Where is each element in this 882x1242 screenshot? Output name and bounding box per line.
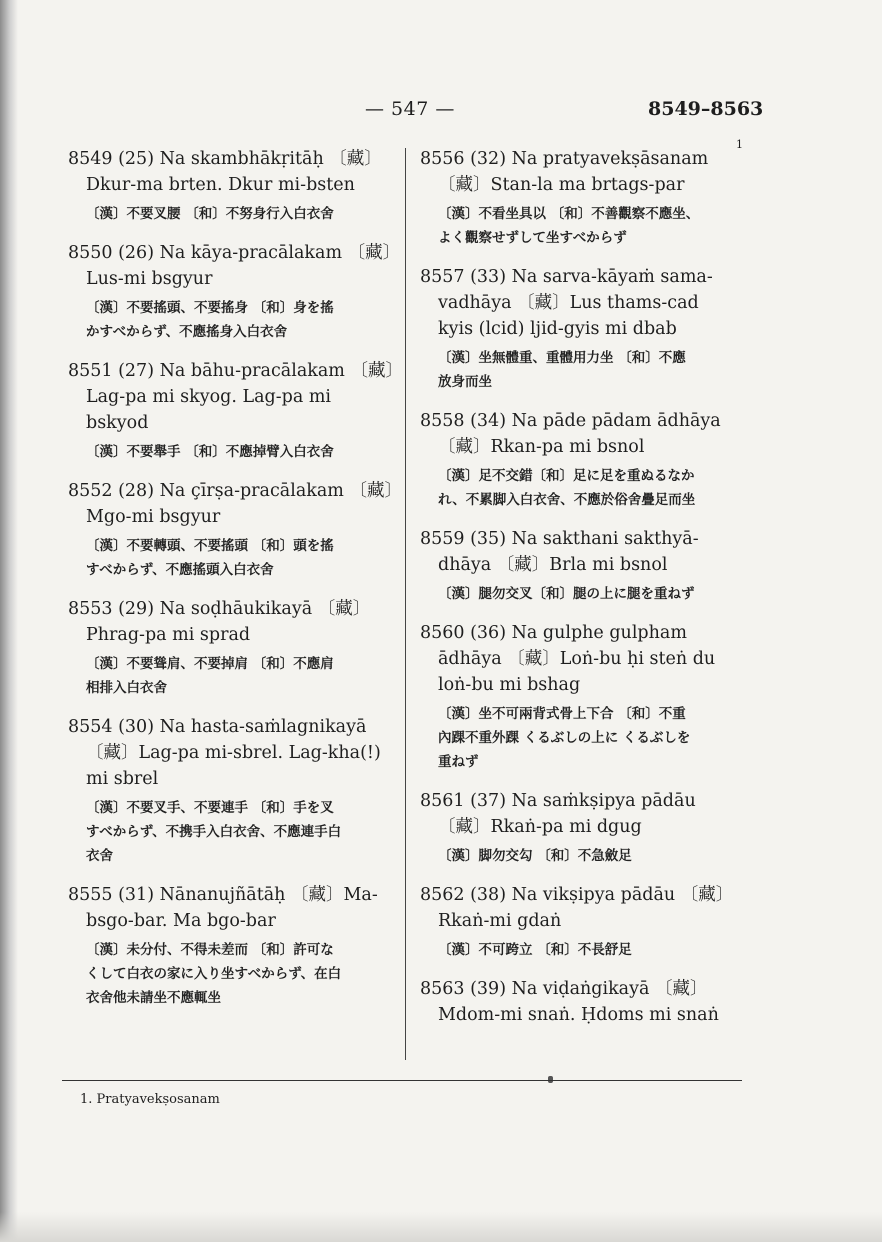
entry-headline: 8559 (35) Na sakthani sakthyā-	[420, 529, 699, 549]
dictionary-entry	[68, 240, 401, 344]
entry-tibetan-line: Lus-mi bsgyur	[86, 269, 213, 289]
entry-headline: 8562 (38) Na vikṣipya pādāu 〔藏〕	[420, 885, 734, 905]
dictionary-entry	[68, 478, 402, 582]
dictionary-entry	[420, 146, 746, 250]
entry-tibetan-line: Rkaṅ-mi gdaṅ	[438, 911, 562, 931]
entry-tibetan-line: ādhāya 〔藏〕Loṅ-bu ḥi steṅ du	[438, 649, 716, 669]
entry-gloss-line: 內踝不重外踝 くるぶしの上に くるぶしを	[438, 730, 691, 746]
entry-gloss-line: 〔漢〕腿勿交叉〔和〕腿の上に腿を重ねず	[438, 586, 695, 602]
entry-tibetan-line: 〔藏〕Rkaṅ-pa mi dgug	[438, 817, 642, 837]
entry-tibetan-line: 〔藏〕Stan-la ma brtags-par	[438, 175, 685, 195]
entry-gloss-line: 〔漢〕不要搖頭、不要搖身 〔和〕身を搖	[86, 300, 334, 316]
entry-tibetan-line: vadhāya 〔藏〕Lus thams-cad	[438, 293, 699, 313]
dictionary-entry	[68, 596, 394, 700]
dictionary-entry	[420, 408, 746, 512]
dictionary-entry	[420, 526, 746, 606]
entry-gloss-line: 衣舍他未請坐不應輒坐	[86, 990, 221, 1006]
entry-gloss-line: よく觀察せずして坐すべからず	[438, 230, 627, 246]
page-edge-shadow	[0, 0, 18, 1242]
entry-tibetan-line: 〔藏〕Rkan-pa mi bsnol	[438, 437, 645, 457]
page-number: — 547 —	[365, 98, 455, 120]
entry-tibetan-line: bskyod	[86, 413, 149, 433]
entry-gloss-line: 〔漢〕坐無體重、重體用力坐 〔和〕不應	[438, 350, 686, 366]
entry-gloss-line: 〔漢〕不要舉手 〔和〕不應掉臂入白衣舍	[86, 444, 334, 460]
entry-gloss-line: れ、不累脚入白衣舍、不應於俗舍疊足而坐	[438, 492, 696, 508]
entry-gloss-line: 〔漢〕坐不可兩背式骨上下合 〔和〕不重	[438, 706, 686, 722]
dictionary-entry	[420, 882, 746, 962]
entry-tibetan-line: 〔藏〕Lag-pa mi-sbrel. Lag-kha(!)	[86, 743, 381, 763]
entry-headline: 8556 (32) Na pratyavekṣāsanam	[420, 149, 709, 169]
footnote-rule	[62, 1080, 742, 1081]
entry-gloss-line: 〔漢〕未分付、不得未差而 〔和〕許可な	[86, 942, 334, 958]
dictionary-entry	[68, 146, 394, 226]
entry-gloss-line: すべからず、不應搖頭入白衣舍	[86, 562, 274, 578]
page-bottom-shadow	[0, 1212, 882, 1242]
entry-gloss-line: 〔漢〕不看坐具以 〔和〕不善觀察不應坐、	[438, 206, 700, 222]
entry-headline: 8552 (28) Na çīrṣa-pracālakam 〔藏〕	[68, 481, 402, 501]
entry-gloss-line: 〔漢〕脚勿交勾 〔和〕不急斂足	[438, 848, 632, 864]
entry-gloss-line: 〔漢〕不要轉頭、不要搖頭 〔和〕頭を搖	[86, 538, 334, 554]
footnote-marker: 1	[736, 138, 743, 151]
entry-headline: 8551 (27) Na bāhu-pracālakam 〔藏〕	[68, 361, 403, 381]
dictionary-entry	[420, 788, 746, 868]
entry-headline: 8553 (29) Na soḍhāukikayā 〔藏〕	[68, 599, 371, 619]
dictionary-entry	[420, 976, 746, 1028]
entry-tibetan-line: kyis (lcid) ljid-gyis mi dbab	[438, 319, 677, 339]
entry-headline: 8560 (36) Na gulphe gulpham	[420, 623, 687, 643]
entry-gloss-line: 重ねず	[438, 754, 479, 770]
footnote: 1. Pratyavekṣosanam	[80, 1092, 220, 1107]
entry-gloss-line: 相排入白衣舍	[86, 680, 167, 696]
dictionary-entry	[68, 358, 403, 464]
dictionary-entry	[68, 714, 394, 868]
entry-tibetan-line: loṅ-bu mi bshag	[438, 675, 581, 695]
entry-headline: 8549 (25) Na skambhākṛitāḥ 〔藏〕	[68, 149, 382, 169]
dictionary-entry	[68, 882, 394, 1010]
entry-headline: 8558 (34) Na pāde pādam ādhāya	[420, 411, 721, 431]
entry-tibetan-line: Lag-pa mi skyog. Lag-pa mi	[86, 387, 332, 407]
entry-gloss-line: くして白衣の家に入り坐すべからず、在白	[86, 966, 342, 982]
entry-headline: 8554 (30) Na hasta-saṁlagnikayā	[68, 717, 367, 737]
entry-gloss-line: 〔漢〕不可跨立 〔和〕不長舒足	[438, 942, 632, 958]
column-divider	[405, 148, 406, 1060]
entry-headline: 8563 (39) Na viḍaṅgikayā 〔藏〕	[420, 979, 708, 999]
entry-gloss-line: 〔漢〕不要聳肩、不要掉肩 〔和〕不應肩	[86, 656, 334, 672]
entry-gloss-line: すべからず、不携手入白衣舍、不應連手白	[86, 824, 342, 840]
entry-tibetan-line: dhāya 〔藏〕Brla mi bsnol	[438, 555, 668, 575]
right-column	[420, 146, 746, 1042]
left-column	[68, 146, 403, 1024]
entry-tibetan-line: Mgo-mi bsgyur	[86, 507, 221, 527]
entry-headline: 8555 (31) Nānanujñātāḥ 〔藏〕Ma-	[68, 885, 378, 905]
entry-tibetan-line: Phrag-pa mi sprad	[86, 625, 251, 645]
entry-tibetan-line: Mdom-mi snaṅ. Ḥdoms mi snaṅ	[438, 1005, 719, 1025]
entry-gloss-line: 放身而坐	[438, 374, 492, 390]
entry-headline: 8561 (37) Na saṁkṣipya pādāu	[420, 791, 696, 811]
entry-range: 8549–8563	[648, 98, 764, 120]
entry-tibetan-line: mi sbrel	[86, 769, 159, 789]
entry-gloss-line: 〔漢〕不要叉腰 〔和〕不努身行入白衣舍	[86, 206, 334, 222]
entry-gloss-line: 〔漢〕足不交錯〔和〕足に足を重ぬるなか	[438, 468, 695, 484]
entry-gloss-line: かすべからず、不應搖身入白衣舍	[86, 324, 288, 340]
dictionary-entry	[420, 620, 746, 774]
entry-tibetan-line: bsgo-bar. Ma bgo-bar	[86, 911, 276, 931]
dictionary-entry	[420, 264, 746, 394]
entry-headline: 8550 (26) Na kāya-pracālakam 〔藏〕	[68, 243, 401, 263]
entry-tibetan-line: Dkur-ma brten. Dkur mi-bsten	[86, 175, 355, 195]
entry-gloss-line: 衣舍	[86, 848, 113, 864]
entry-headline: 8557 (33) Na sarva-kāyaṁ sama-	[420, 267, 713, 287]
entry-gloss-line: 〔漢〕不要叉手、不要連手 〔和〕手を叉	[86, 800, 334, 816]
